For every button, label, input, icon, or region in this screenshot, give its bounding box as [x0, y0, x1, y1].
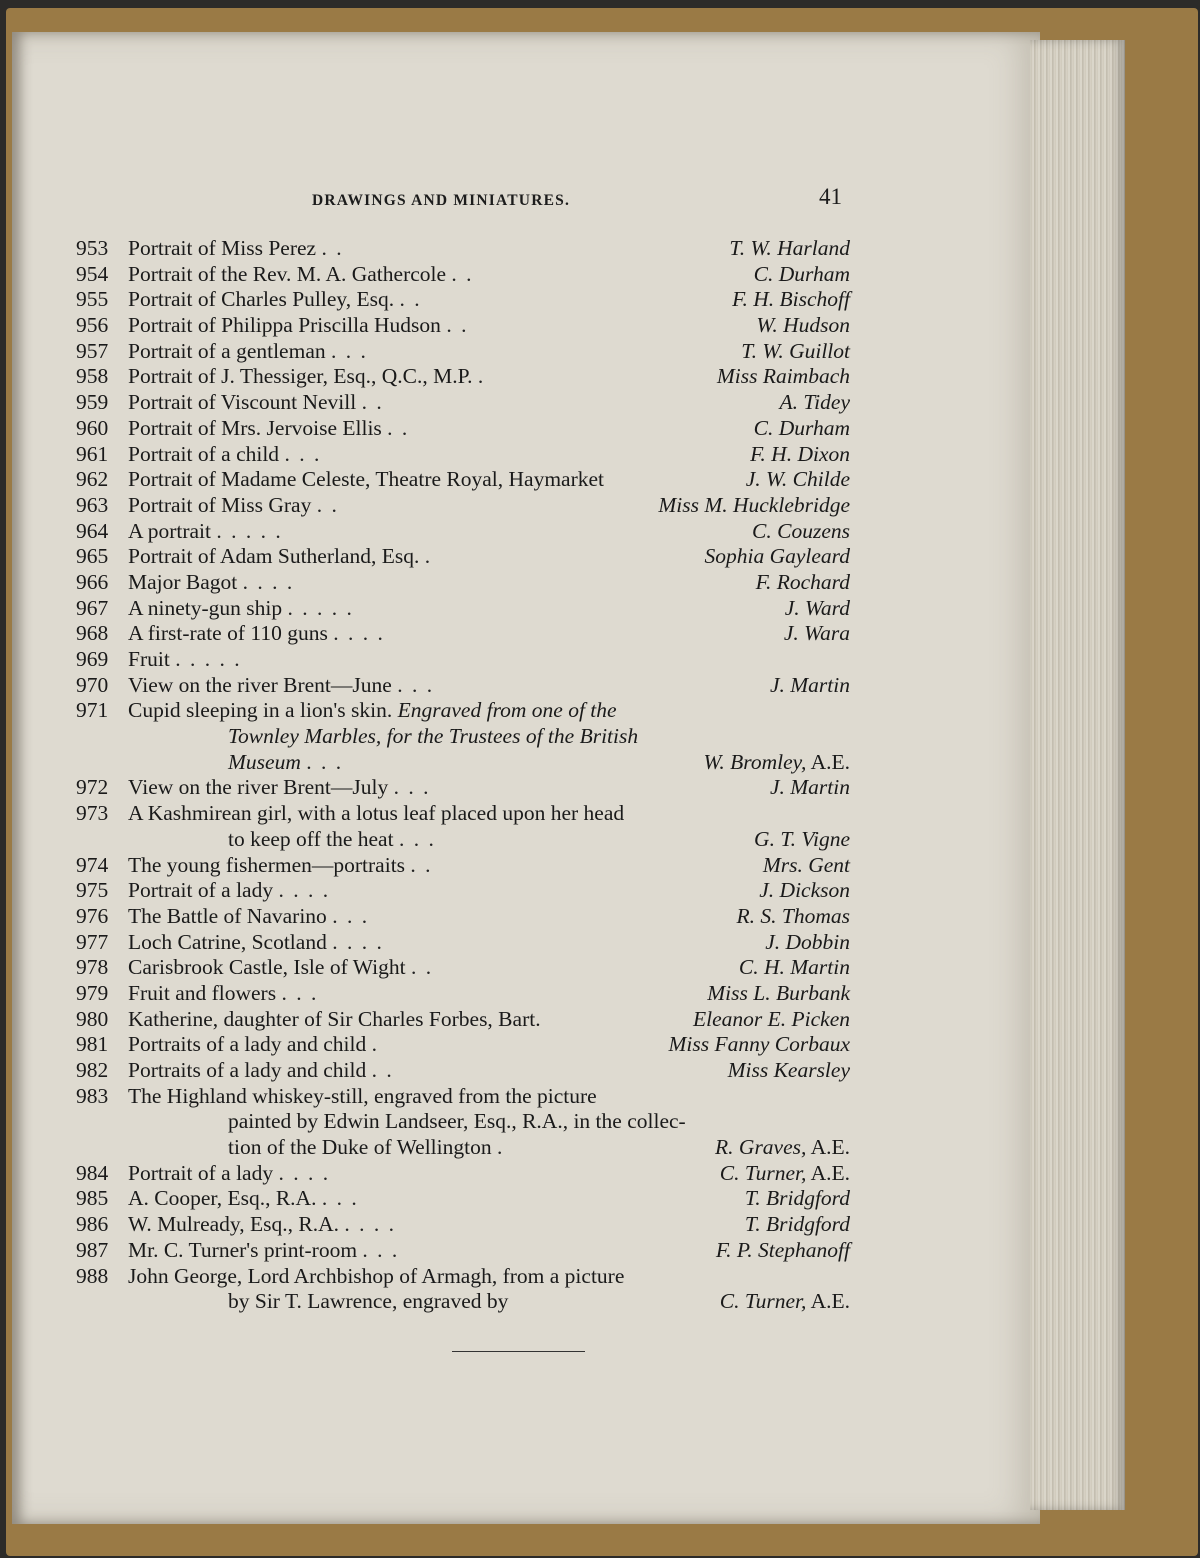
- artist-name: Mrs. Gent: [762, 852, 850, 877]
- entry-title: Portrait of a gentleman: [128, 338, 326, 363]
- entry-number: 968: [76, 621, 109, 646]
- entry-number: 953: [76, 236, 109, 260]
- catalogue-entry: [76, 698, 850, 724]
- page-number: 41: [819, 184, 842, 209]
- entry-title: Portrait of Viscount Nevill: [128, 390, 357, 415]
- running-header: [312, 184, 852, 216]
- artist-name: F. H. Bischoff: [732, 287, 850, 312]
- entry-number: 967: [76, 595, 109, 620]
- entry-title: Portrait of Mrs. Jervoise Ellis: [128, 415, 382, 440]
- dot-leader: . . .: [281, 980, 319, 1005]
- dot-leader: .: [496, 1135, 505, 1160]
- catalogue-entry: [76, 673, 850, 699]
- entry-artist: [658, 493, 850, 519]
- catalogue-entry: [76, 904, 850, 930]
- dot-leader: . . . .: [278, 1160, 331, 1185]
- artist-name: J. W. Childe: [745, 467, 850, 492]
- entry-artist: [693, 1007, 850, 1033]
- entry-title: painted by Edwin Landseer, Esq., R.A., in the collec-: [228, 1109, 686, 1134]
- catalogue-entry: [76, 467, 850, 493]
- artist-name: R. S. Thomas: [736, 903, 850, 928]
- dot-leader: . . .: [331, 338, 368, 363]
- entry-number: 959: [76, 390, 109, 415]
- entry-number: 982: [76, 1058, 109, 1082]
- catalogue-entry: [76, 621, 850, 647]
- entry-number: 961: [76, 441, 109, 466]
- catalogue-entry: [76, 364, 850, 390]
- entry-continuation-line: [76, 750, 850, 776]
- entry-number: 988: [76, 1263, 109, 1288]
- entry-artist: [745, 1186, 850, 1212]
- entry-title: Portrait of Miss Perez: [128, 236, 317, 260]
- artist-name: Eleanor E. Picken: [692, 1006, 850, 1031]
- artist-name: G. T. Vigne: [754, 826, 850, 851]
- catalogue-entry: [76, 1212, 850, 1238]
- entry-title: Fruit and flowers: [128, 980, 277, 1005]
- artist-name: Miss Fanny Corbaux: [668, 1032, 850, 1057]
- catalogue-entry: [76, 287, 850, 313]
- entry-title: by Sir T. Lawrence, engraved by: [228, 1289, 509, 1314]
- entry-artist: [750, 442, 850, 468]
- artist-name: W. Hudson: [756, 313, 850, 338]
- entry-number: 972: [76, 775, 109, 800]
- dot-leader: . . .: [397, 672, 435, 697]
- entry-number: 978: [76, 955, 109, 980]
- entry-artist: [765, 930, 850, 956]
- entry-artist: [754, 416, 850, 442]
- entry-title: Portraits of a lady and child: [128, 1032, 367, 1057]
- artist-name: C. Durham: [753, 415, 850, 440]
- entry-artist: [703, 750, 850, 776]
- catalogue-entry: [76, 570, 850, 596]
- entry-number: 984: [76, 1160, 109, 1185]
- entry-title: Loch Catrine, Scotland: [128, 929, 327, 954]
- dot-leader: . . .: [398, 826, 436, 851]
- catalogue-entry: [76, 1186, 850, 1212]
- artist-name: T. Bridgford: [744, 1186, 850, 1211]
- catalogue-entry: [76, 416, 850, 442]
- dot-leader: . .: [371, 1058, 394, 1082]
- entry-title: Townley Marbles, for the Trustees of the British: [228, 724, 639, 749]
- entry-artist: [720, 1289, 850, 1315]
- entry-artist: [763, 853, 850, 879]
- entry-number: 977: [76, 929, 109, 954]
- dot-leader: . . .: [306, 749, 344, 774]
- entry-number: 969: [76, 647, 109, 671]
- dot-leader: . . .: [284, 441, 322, 466]
- entry-artist: [784, 621, 850, 647]
- entry-number: 974: [76, 852, 109, 877]
- dot-leader: .: [371, 1032, 379, 1057]
- dot-leader: . .: [316, 492, 339, 517]
- dot-leader: . .: [451, 261, 474, 286]
- entry-number: 962: [76, 467, 109, 492]
- entry-artist: [717, 364, 850, 390]
- catalogue-entry: [76, 339, 850, 365]
- entry-title: Portrait of a lady: [128, 1160, 274, 1185]
- artist-name: J. Wara: [783, 621, 850, 646]
- entry-number: 980: [76, 1006, 109, 1031]
- entry-artist: [729, 236, 850, 262]
- entry-number: 971: [76, 698, 109, 723]
- entry-artist: [716, 1238, 850, 1264]
- dot-leader: .: [424, 544, 433, 569]
- artist-name: J. Ward: [784, 595, 850, 620]
- dot-leader: . .: [399, 287, 422, 312]
- entry-title: View on the river Brent—July: [128, 775, 389, 800]
- entry-artist: [715, 1135, 850, 1161]
- artist-name: T. Bridgford: [744, 1212, 850, 1237]
- entry-title: Portrait of a child: [128, 441, 280, 466]
- artist-name: C. Couzens: [752, 518, 850, 543]
- dot-leader: . . . .: [278, 878, 331, 903]
- artist-name: J. Martin: [769, 672, 850, 697]
- catalogue-entry: [76, 493, 850, 519]
- entry-title: A first-rate of 110 guns: [128, 621, 328, 646]
- entry-title: to keep off the heat: [228, 826, 394, 851]
- entry-title: Carisbrook Castle, Isle of Wight: [128, 955, 406, 980]
- entry-number: 985: [76, 1186, 109, 1211]
- catalogue-entry: [76, 1084, 850, 1110]
- artist-suffix: A.E.: [806, 1289, 850, 1314]
- entry-artist: [785, 596, 850, 622]
- entry-title: Major Bagot: [128, 569, 238, 594]
- artist-name: J. Dobbin: [765, 929, 850, 954]
- catalogue-entries: [76, 236, 850, 1315]
- catalogue-entry: [76, 1058, 850, 1084]
- entry-artist: [756, 313, 850, 339]
- catalogue-entry: [76, 878, 850, 904]
- entry-number: 955: [76, 287, 109, 312]
- entry-number: 966: [76, 569, 109, 594]
- catalogue-entry: [76, 1238, 850, 1264]
- catalogue-entry: [76, 1264, 850, 1290]
- entry-number: 960: [76, 415, 109, 440]
- catalogue-entry: [76, 313, 850, 339]
- entry-title: The young fishermen—portraits: [128, 852, 406, 877]
- entry-number: 981: [76, 1032, 109, 1057]
- entry-number: 970: [76, 672, 109, 697]
- entry-title: A portrait: [128, 518, 211, 543]
- artist-name: W. Bromley,: [703, 749, 807, 774]
- dot-leader: . .: [361, 390, 384, 415]
- end-rule: [452, 1351, 585, 1352]
- entry-title: The Highland whiskey-still, engraved from the picture: [128, 1083, 597, 1108]
- entry-artist: [728, 1058, 850, 1084]
- entry-artist: [756, 570, 850, 596]
- entry-number: 956: [76, 313, 109, 338]
- catalogue-entry: [76, 647, 850, 673]
- entry-number: 979: [76, 980, 109, 1005]
- entry-number: 983: [76, 1083, 109, 1108]
- entry-title: Portraits of a lady and child: [128, 1058, 367, 1082]
- catalogue-entry: [76, 1161, 850, 1187]
- artist-name: Miss L. Burbank: [707, 980, 850, 1005]
- entry-number: 976: [76, 903, 109, 928]
- entry-artist: [745, 1212, 850, 1238]
- catalogue-entry: [76, 519, 850, 545]
- artist-name: R. Graves,: [715, 1135, 807, 1160]
- artist-suffix: A.E.: [806, 749, 850, 774]
- artist-name: C. Durham: [753, 261, 850, 286]
- entry-continuation-line: [76, 1135, 850, 1161]
- entry-title: Mr. C. Turner's print-room: [128, 1237, 358, 1262]
- artist-name: F. P. Stephanoff: [715, 1237, 850, 1262]
- entry-artist: [737, 904, 850, 930]
- entry-number: 964: [76, 518, 109, 543]
- catalogue-entry: [76, 775, 850, 801]
- entry-artist: [741, 339, 850, 365]
- entry-artist: [770, 673, 850, 699]
- section-title: DRAWINGS AND MINIATURES.: [312, 192, 571, 209]
- entry-title: A. Cooper, Esq., R.A.: [128, 1186, 317, 1211]
- entry-title: The Battle of Navarino: [128, 903, 327, 928]
- dot-leader: .: [477, 364, 486, 389]
- catalogue-entry: [76, 1032, 850, 1058]
- entry-title: Museum: [228, 749, 301, 774]
- entry-title: Portrait of Charles Pulley, Esq.: [128, 287, 395, 312]
- artist-name: Sophia Gayleard: [704, 544, 850, 569]
- entry-number: 958: [76, 364, 109, 389]
- entry-title: Portrait of Adam Sutherland, Esq.: [128, 544, 420, 569]
- artist-name: A. Tidey: [779, 390, 850, 415]
- dot-leader: . . .: [332, 903, 370, 928]
- entry-artist: [770, 775, 850, 801]
- dot-leader: . .: [387, 415, 410, 440]
- catalogue-entry: [76, 442, 850, 468]
- entry-artist: [739, 955, 850, 981]
- entry-artist: [720, 1161, 850, 1187]
- entry-title: W. Mulready, Esq., R.A.: [128, 1212, 340, 1237]
- dot-leader: . .: [410, 852, 433, 877]
- dot-leader: . . . .: [333, 621, 385, 646]
- dot-leader: . . .: [393, 775, 431, 800]
- entry-artist: [668, 1032, 850, 1058]
- catalogue-entry: [76, 981, 850, 1007]
- entry-number: 963: [76, 492, 109, 517]
- entry-artist: [732, 287, 850, 313]
- entry-title: Portrait of Madame Celeste, Theatre Royal, Haymarket: [128, 467, 605, 492]
- entry-title: A ninety-gun ship: [128, 595, 283, 620]
- entry-title: Fruit: [128, 647, 170, 671]
- artist-name: Miss Raimbach: [716, 364, 850, 389]
- entry-number: 986: [76, 1212, 109, 1237]
- entry-title: John George, Lord Archbishop of Armagh, from a picture: [128, 1263, 625, 1288]
- entry-title: Portrait of J. Thessiger, Esq., Q.C., M.P.: [128, 364, 473, 389]
- catalogue-entry: [76, 544, 850, 570]
- artist-name: Miss M. Hucklebridge: [658, 492, 850, 517]
- artist-name: T. W. Harland: [729, 236, 850, 260]
- catalogue-entry: [76, 801, 850, 827]
- dot-leader: . . . .: [242, 569, 295, 594]
- entry-number: 965: [76, 544, 109, 569]
- entry-artist: [752, 519, 850, 545]
- artist-name: F. Rochard: [755, 569, 850, 594]
- artist-name: C. H. Martin: [738, 955, 850, 980]
- entry-continuation-line: [76, 724, 850, 750]
- entry-title: tion of the Duke of Wellington: [228, 1135, 492, 1160]
- artist-name: T. W. Guillot: [741, 338, 850, 363]
- artist-suffix: A.E.: [806, 1160, 850, 1185]
- dot-leader: . . .: [362, 1237, 400, 1262]
- entry-artist: [754, 262, 850, 288]
- dot-leader: . .: [321, 236, 344, 260]
- entry-title: Portrait of a lady: [128, 878, 274, 903]
- catalogue-entry: [76, 853, 850, 879]
- artist-name: C. Turner,: [719, 1289, 807, 1314]
- entry-title: Portrait of the Rev. M. A. Gathercole: [128, 261, 447, 286]
- entry-title: Cupid sleeping in a lion's skin.: [128, 698, 393, 723]
- dot-leader: . . . . .: [287, 595, 354, 620]
- artist-name: J. Martin: [769, 775, 850, 800]
- page-edges: [1030, 40, 1125, 1510]
- entry-continuation-line: [76, 827, 850, 853]
- artist-name: C. Turner,: [719, 1160, 807, 1185]
- dot-leader: . .: [446, 313, 469, 338]
- artist-name: J. Dickson: [759, 878, 850, 903]
- entry-artist: [780, 390, 850, 416]
- entry-artist: [704, 544, 850, 570]
- entry-continuation-line: [76, 1109, 850, 1135]
- entry-title: Portrait of Philippa Priscilla Hudson: [128, 313, 441, 338]
- entry-artist: [759, 878, 850, 904]
- catalogue-entry: [76, 1007, 850, 1033]
- dot-leader: . . . .: [332, 929, 384, 954]
- catalogue-entry: [76, 596, 850, 622]
- catalogue-entry: [76, 955, 850, 981]
- entry-title: Portrait of Miss Gray: [128, 492, 312, 517]
- dot-leader: . .: [410, 955, 434, 980]
- entry-artist: [754, 827, 850, 853]
- dot-leader: . . .: [321, 1186, 359, 1211]
- catalogue-entry: [76, 930, 850, 956]
- entry-number: 973: [76, 801, 109, 826]
- entry-title: View on the river Brent—June: [128, 672, 392, 697]
- entry-number: 987: [76, 1237, 109, 1262]
- catalogue-entry: [76, 262, 850, 288]
- artist-suffix: A.E.: [806, 1135, 850, 1160]
- entry-title-italic: Engraved from one of the: [397, 698, 617, 723]
- entry-artist: [707, 981, 850, 1007]
- dot-leader: . . . . .: [175, 647, 242, 671]
- catalogue-entry: [76, 390, 850, 416]
- dot-leader: . . . . .: [216, 518, 283, 543]
- entry-title: Katherine, daughter of Sir Charles Forbes, Bart.: [128, 1006, 541, 1031]
- artist-name: F. H. Dixon: [750, 441, 850, 466]
- entry-number: 954: [76, 261, 109, 286]
- catalogue-entry: [76, 236, 850, 262]
- entry-artist: [746, 467, 850, 493]
- artist-name: Miss Kearsley: [727, 1058, 850, 1082]
- dot-leader: . . . .: [344, 1212, 397, 1237]
- entry-number: 957: [76, 338, 109, 363]
- entry-continuation-line: [76, 1289, 850, 1315]
- entry-number: 975: [76, 878, 109, 903]
- entry-title: A Kashmirean girl, with a lotus leaf placed upon her head: [128, 801, 625, 826]
